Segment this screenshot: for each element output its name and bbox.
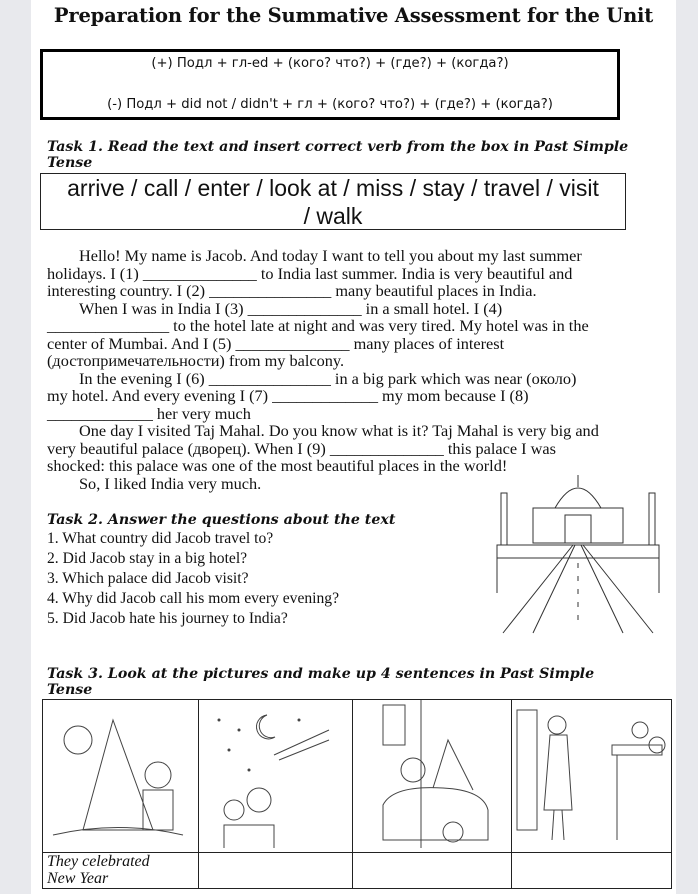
verb-box-line: / walk: [303, 203, 363, 229]
task1-heading-line: Task 1. Read the text and insert correct verb from the box in Past Simple: [47, 139, 629, 155]
text-line: very beautiful palace (дворец). When I (9) ______________ this palace I was: [47, 438, 556, 458]
picture-new-year: [43, 700, 199, 853]
task1-heading-line: Tense: [47, 155, 93, 171]
question-item: 3. Which palace did Jacob visit?: [47, 570, 249, 587]
verb-box: [40, 173, 626, 230]
picture-car-repair: [353, 700, 512, 853]
question-item: 4. Why did Jacob call his mom every evening?: [47, 590, 340, 607]
text-line: shocked: this palace was one of the most beautiful places in the world!: [47, 456, 508, 475]
answer-cell-2[interactable]: [199, 853, 353, 889]
answer-cell-3[interactable]: [353, 853, 512, 889]
stars-illustration: [199, 700, 352, 848]
text-line: (достопримечательности) from my balcony.: [47, 351, 345, 370]
task3-heading-line: Tense: [47, 682, 93, 698]
picture-night-sky: [199, 700, 353, 853]
christmas-tree-illustration: [43, 700, 198, 848]
answer-cell-4[interactable]: [512, 853, 672, 889]
text-line: One day I visited Taj Mahal. Do you know what is it? Taj Mahal is very big and: [79, 421, 599, 440]
pictures-table: [42, 699, 672, 889]
task3-heading-line: Task 3. Look at the pictures and make up 4 sentences in Past Simple: [47, 666, 595, 682]
question-item: 5. Did Jacob hate his journey to India?: [47, 610, 288, 627]
classroom-illustration: [512, 700, 671, 848]
task1-heading: [47, 139, 628, 171]
question-item: 1. What country did Jacob travel to?: [47, 530, 274, 547]
text-line: _____________ her very much: [47, 403, 251, 423]
question-list: [47, 529, 339, 629]
mechanic-illustration: [353, 700, 511, 848]
worksheet-page: [31, 0, 676, 894]
text-line: interesting country. I (2) _______________ many beautiful places in India.: [47, 281, 537, 300]
verb-box-line: arrive / call / enter / look at / miss / stay / travel / visit: [67, 175, 599, 201]
text-line: _______________ to the hotel late at night and was very tired. My hotel was in the: [47, 316, 589, 335]
taj-mahal-illustration: [493, 473, 663, 638]
text-line: holidays. I (1) ______________ to India last summer. India is very beautiful and: [47, 263, 573, 283]
page-title: Preparation for the Summative Assessment for the Unit: [53, 4, 654, 27]
text-line: In the evening I (6) _______________ in a big park which was near (около): [79, 368, 577, 388]
example-answer-line: New Year: [47, 870, 109, 887]
negative-rule: (-) Подл + did not / didn't + гл + (кого? что?) + (где?) + (когда?): [107, 97, 553, 112]
grammar-rules-box: [40, 49, 620, 120]
text-line: When I was in India I (3) ______________ in a small hotel. I (4): [79, 298, 503, 318]
text-line: my hotel. And every evening I (7) _____________ my mom because I (8): [47, 386, 529, 405]
text-line: Hello! My name is Jacob. And today I want to tell you about my last summer: [79, 246, 582, 265]
task3-heading: [47, 666, 594, 698]
text-line: So, I liked India very much.: [79, 473, 262, 493]
example-answer-cell: [43, 853, 199, 889]
example-answer-line: They celebrated: [47, 853, 150, 870]
picture-classroom: [512, 700, 672, 853]
story-text: [47, 247, 599, 492]
positive-rule: (+) Подл + гл-ed + (кого? что?) + (где?) + (когда?): [151, 56, 509, 71]
text-line: center of Mumbai. And I (5) ______________ many places of interest: [47, 333, 505, 353]
question-item: 2. Did Jacob stay in a big hotel?: [47, 550, 248, 567]
task2-heading: Task 2. Answer the questions about the text: [47, 512, 396, 528]
